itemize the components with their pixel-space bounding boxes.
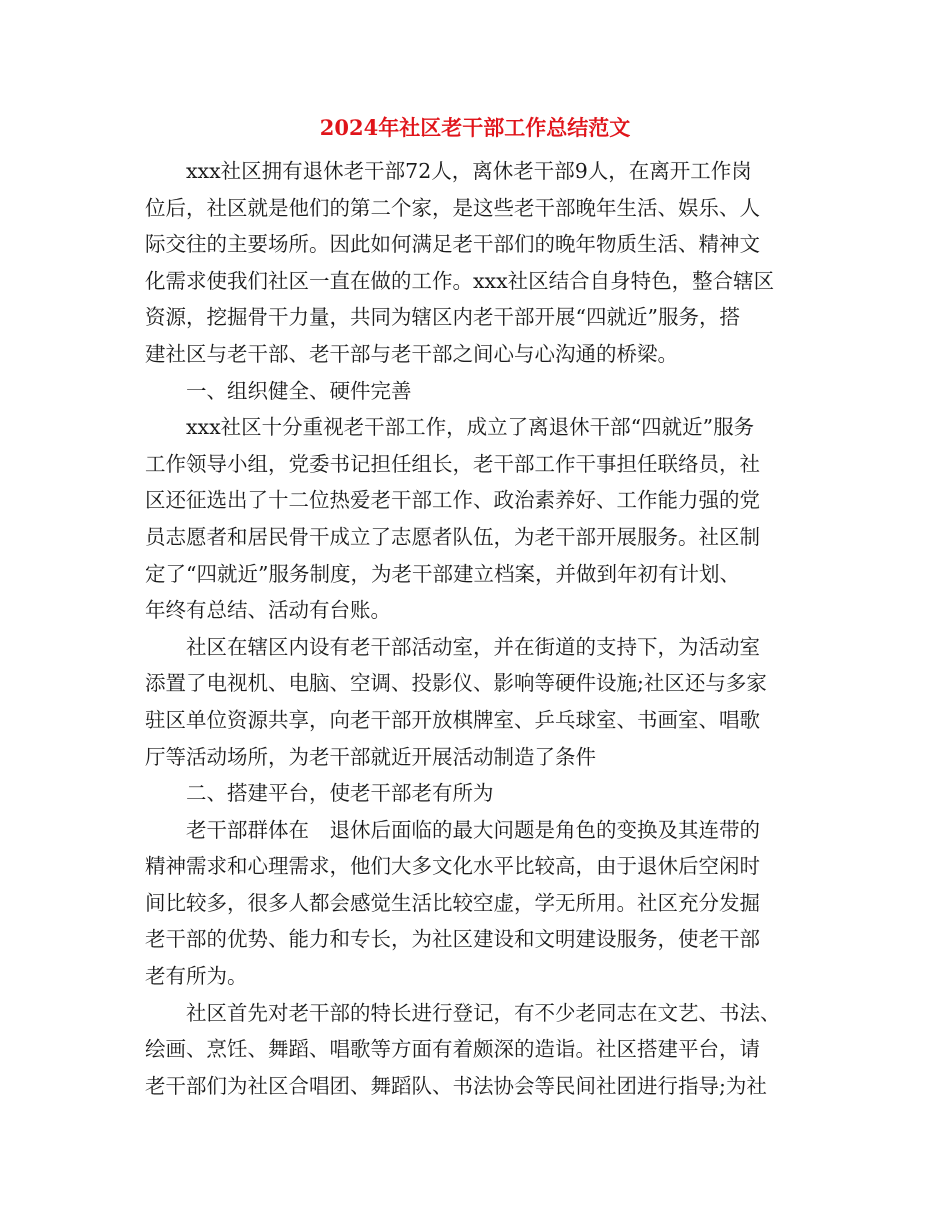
text-line: 老干部的优势、能力和专长，为社区建设和文明建设服务，使老干部 bbox=[145, 927, 760, 952]
text-line: 间比较多，很多人都会感觉生活比较空虚，学无所用。社区充分发掘 bbox=[145, 890, 760, 915]
document-title: 2024年社区老干部工作总结范文 bbox=[319, 115, 631, 140]
text-line: 建社区与老干部、老干部与老干部之间心与心沟通的桥梁。 bbox=[145, 341, 678, 366]
text-line: xxx社区十分重视老干部工作，成立了离退休干部“四就近”服务 bbox=[186, 415, 755, 440]
text-line: 年终有总结、活动有台账。 bbox=[145, 598, 391, 623]
text-line: 二、搭建平台，使老干部老有所为 bbox=[186, 781, 494, 806]
text-line: 厅等活动场所，为老干部就近开展活动制造了条件 bbox=[145, 744, 596, 769]
text-line: 精神需求和心理需求，他们大多文化水平比较高，由于退休后空闲时 bbox=[145, 854, 760, 879]
text-line: 老干部群体在 退休后面临的最大问题是角色的变换及其连带的 bbox=[186, 817, 760, 842]
text-line: 一、组织健全、硬件完善 bbox=[186, 378, 412, 403]
text-line: 员志愿者和居民骨干成立了志愿者队伍，为老干部开展服务。社区制 bbox=[145, 524, 760, 549]
text-line: xxx社区拥有退休老干部72人，离休老干部9人，在离开工作岗 bbox=[186, 159, 752, 183]
text-line: 化需求使我们社区一直在做的工作。xxx社区结合自身特色，整合辖区 bbox=[145, 268, 775, 293]
text-line: 绘画、烹饪、舞蹈、唱歌等方面有着颇深的造诣。社区搭建平台，请 bbox=[145, 1037, 760, 1062]
text-line: 位后，社区就是他们的第二个家，是这些老干部晚年生活、娱乐、人 bbox=[145, 195, 760, 220]
text-line: 资源，挖掘骨干力量，共同为辖区内老干部开展“四就近”服务，搭 bbox=[145, 305, 740, 330]
text-line: 驻区单位资源共享，向老干部开放棋牌室、乒乓球室、书画室、唱歌 bbox=[145, 707, 760, 732]
text-line: 工作领导小组，党委书记担任组长，老干部工作干事担任联络员，社 bbox=[145, 451, 760, 476]
text-line: 社区在辖区内设有老干部活动室，并在街道的支持下，为活动室 bbox=[186, 634, 760, 659]
document-body bbox=[145, 153, 805, 1104]
text-line: 定了“四就近”服务制度，为老干部建立档案，并做到年初有计划、 bbox=[145, 561, 740, 586]
text-line: 老干部们为社区合唱团、舞蹈队、书法协会等民间社团进行指导;为社 bbox=[145, 1073, 767, 1098]
text-line: 添置了电视机、电脑、空调、投影仪、影响等硬件设施;社区还与多家 bbox=[145, 671, 767, 696]
text-line: 老有所为。 bbox=[145, 964, 248, 989]
text-line: 区还征选出了十二位热爱老干部工作、政治素养好、工作能力强的党 bbox=[145, 488, 760, 513]
text-line: 社区首先对老干部的特长进行登记，有不少老同志在文艺、书法、 bbox=[186, 1000, 781, 1025]
text-line: 际交往的主要场所。因此如何满足老干部们的晚年物质生活、精神文 bbox=[145, 232, 760, 257]
